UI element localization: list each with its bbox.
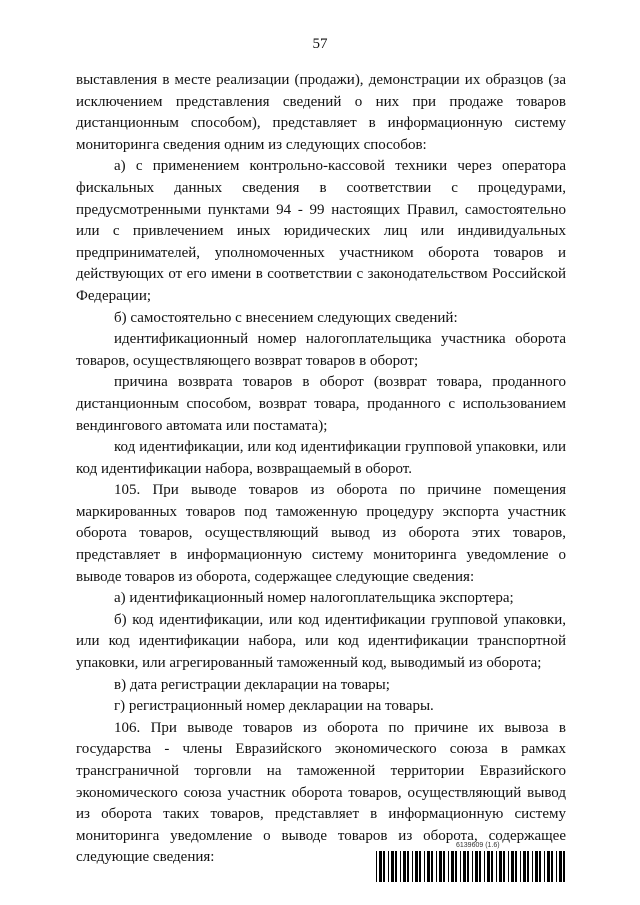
paragraph: выставления в месте реализации (продажи), демонстрации их образцов (за исключением представления сведений о них при продаже товаров дистанционным способом), представляет в информационную систему мониторинга сведения одним из следующих способов:	[76, 72, 566, 153]
paragraph: 106. При выводе товаров из оборота по причине их вывоза в государства - члены Евразийского экономического союза в рамках трансграничной торговли на таможенной территории Евразийского экономического союза участник оборота товаров, осуществляющий вывод из оборота таких товаров, представляет в информационную систему мониторинга уведомление о выводе товаров из оборота, содержащее следующие сведения:	[76, 719, 566, 866]
paragraph: г) регистрационный номер декларации на товары.	[114, 698, 434, 715]
paragraph: 105. При выводе товаров из оборота по причине помещения маркированных товаров под таможенную процедуру экспорта участник оборота товаров, осуществляющий вывод из оборота этих товаров, представляет в информационную систему мониторинга уведомление о выводе товаров из оборота, содержащее следующие сведения:	[76, 482, 566, 585]
paragraph: а) с применением контрольно-кассовой техники через оператора фискальных данных сведения в соответствии с процедурами, предусмотренными пунктами 94 - 99 настоящих Правил, самостоятельно или с привлечением иных юридических лиц или индивидуальных предпринимателей, уполномоченных участником оборота товаров и действующих от его имени в соответствии с законодательством Российской Федерации;	[76, 158, 566, 304]
page-number: 57	[312, 36, 328, 52]
paragraph: а) идентификационный номер налогоплательщика экспортера;	[114, 590, 514, 607]
paragraph: код идентификации, или код идентификации групповой упаковки, или код идентификации набора, возвращаемый в оборот.	[76, 439, 566, 477]
paragraph: причина возврата товаров в оборот (возврат товара, проданного дистанционным способом, возврат товара, проданного с использованием вендингового автомата или постамата);	[76, 374, 566, 434]
document-body	[76, 70, 566, 869]
document-code: 6139609 (1.6)	[456, 842, 500, 849]
barcode-icon	[376, 851, 566, 882]
paragraph: б) код идентификации, или код идентификации групповой упаковки, или код идентификации набора, или код идентификации транспортной упаковки, или агрегированный таможенный код, выводимый из оборота;	[76, 611, 566, 672]
paragraph: б) самостоятельно с внесением следующих сведений:	[114, 309, 458, 326]
paragraph: в) дата регистрации декларации на товары;	[114, 676, 390, 693]
paragraph: идентификационный номер налогоплательщика участника оборота товаров, осуществляющего возврат товаров в оборот;	[76, 331, 566, 369]
